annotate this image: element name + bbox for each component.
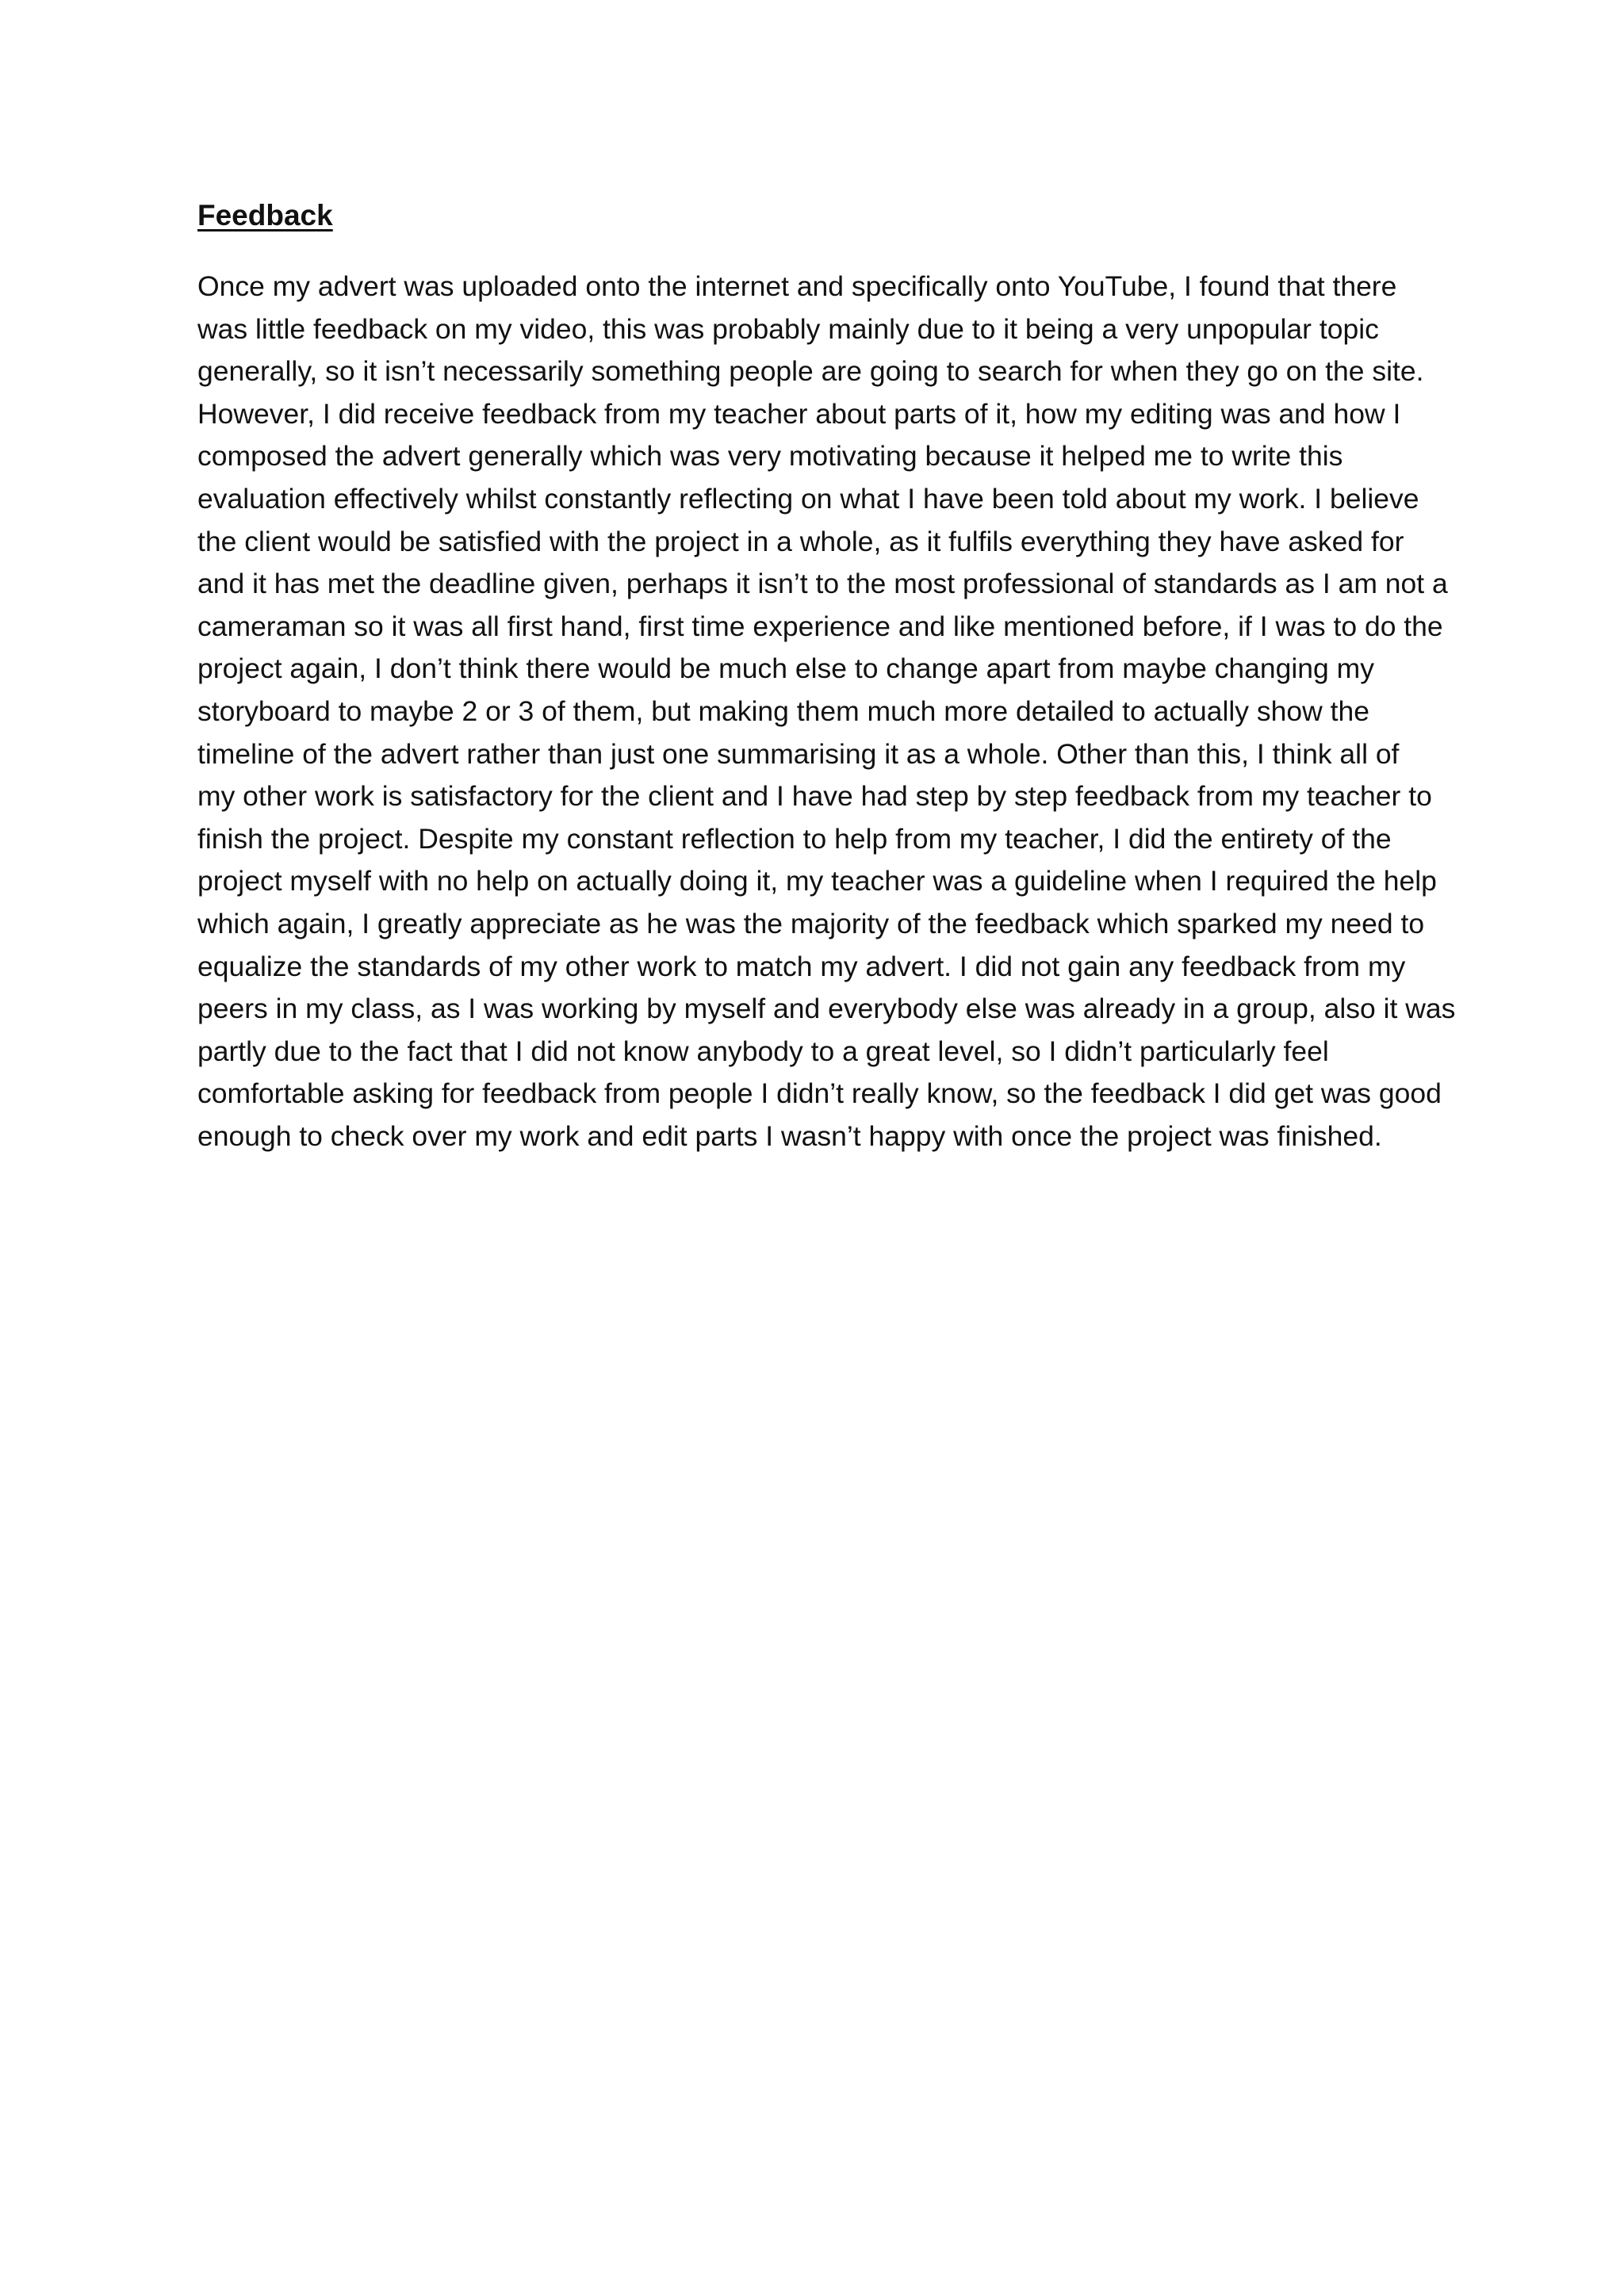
section-heading: Feedback xyxy=(197,199,333,232)
paragraph-line: my other work is satisfactory for the client and I have had step by step feedback from my teacher to xyxy=(197,780,1432,813)
paragraph-line: which again, I greatly appreciate as he was the majority of the feedback which sparked my need to xyxy=(197,907,1425,939)
paragraph-line: generally, so it isn’t necessarily something people are going to search for when they go on the site. xyxy=(197,355,1424,388)
paragraph-line: peers in my class, as I was working by myself and everybody else was already in a group, also it was xyxy=(197,993,1456,1025)
paragraph-line: However, I did receive feedback from my teacher about parts of it, how my editing was and how I xyxy=(197,397,1401,430)
paragraph-line: enough to check over my work and edit parts I wasn’t happy with once the project was finished. xyxy=(197,1119,1382,1152)
paragraph-line: the client would be satisfied with the project in a whole, as it fulfils everything they have asked for xyxy=(197,525,1404,557)
paragraph-line: finish the project. Despite my constant reflection to help from my teacher, I did the entirety of the xyxy=(197,822,1392,855)
paragraph-line: was little feedback on my video, this was probably mainly due to it being a very unpopular topic xyxy=(197,312,1379,345)
paragraph-line: cameraman so it was all first hand, first time experience and like mentioned before, if I was to do the xyxy=(197,610,1443,642)
paragraph-line: composed the advert generally which was very motivating because it helped me to write this xyxy=(197,440,1343,473)
paragraph-line: equalize the standards of my other work to match my advert. I did not gain any feedback from my xyxy=(197,950,1406,982)
document-content xyxy=(197,194,1456,1158)
paragraph-line: and it has met the deadline given, perhaps it isn’t to the most professional of standards as I am not a xyxy=(197,568,1448,600)
paragraph-line: Once my advert was uploaded onto the internet and specifically onto YouTube, I found that there xyxy=(197,270,1397,302)
paragraph-line: comfortable asking for feedback from people I didn’t really know, so the feedback I did get was good xyxy=(197,1077,1442,1110)
paragraph-line: storyboard to maybe 2 or 3 of them, but making them much more detailed to actually show the xyxy=(197,695,1369,727)
body-paragraph xyxy=(197,266,1456,1158)
paragraph-line: timeline of the advert rather than just one summarising it as a whole. Other than this, I think all of xyxy=(197,737,1400,770)
paragraph-line: evaluation effectively whilst constantly reflecting on what I have been told about my work. I believe xyxy=(197,482,1419,515)
paragraph-line: project myself with no help on actually doing it, my teacher was a guideline when I required the help xyxy=(197,865,1437,897)
paragraph-line: project again, I don’t think there would be much else to change apart from maybe changing my xyxy=(197,652,1374,685)
paragraph-line: partly due to the fact that I did not know anybody to a great level, so I didn’t particularly feel xyxy=(197,1035,1329,1067)
